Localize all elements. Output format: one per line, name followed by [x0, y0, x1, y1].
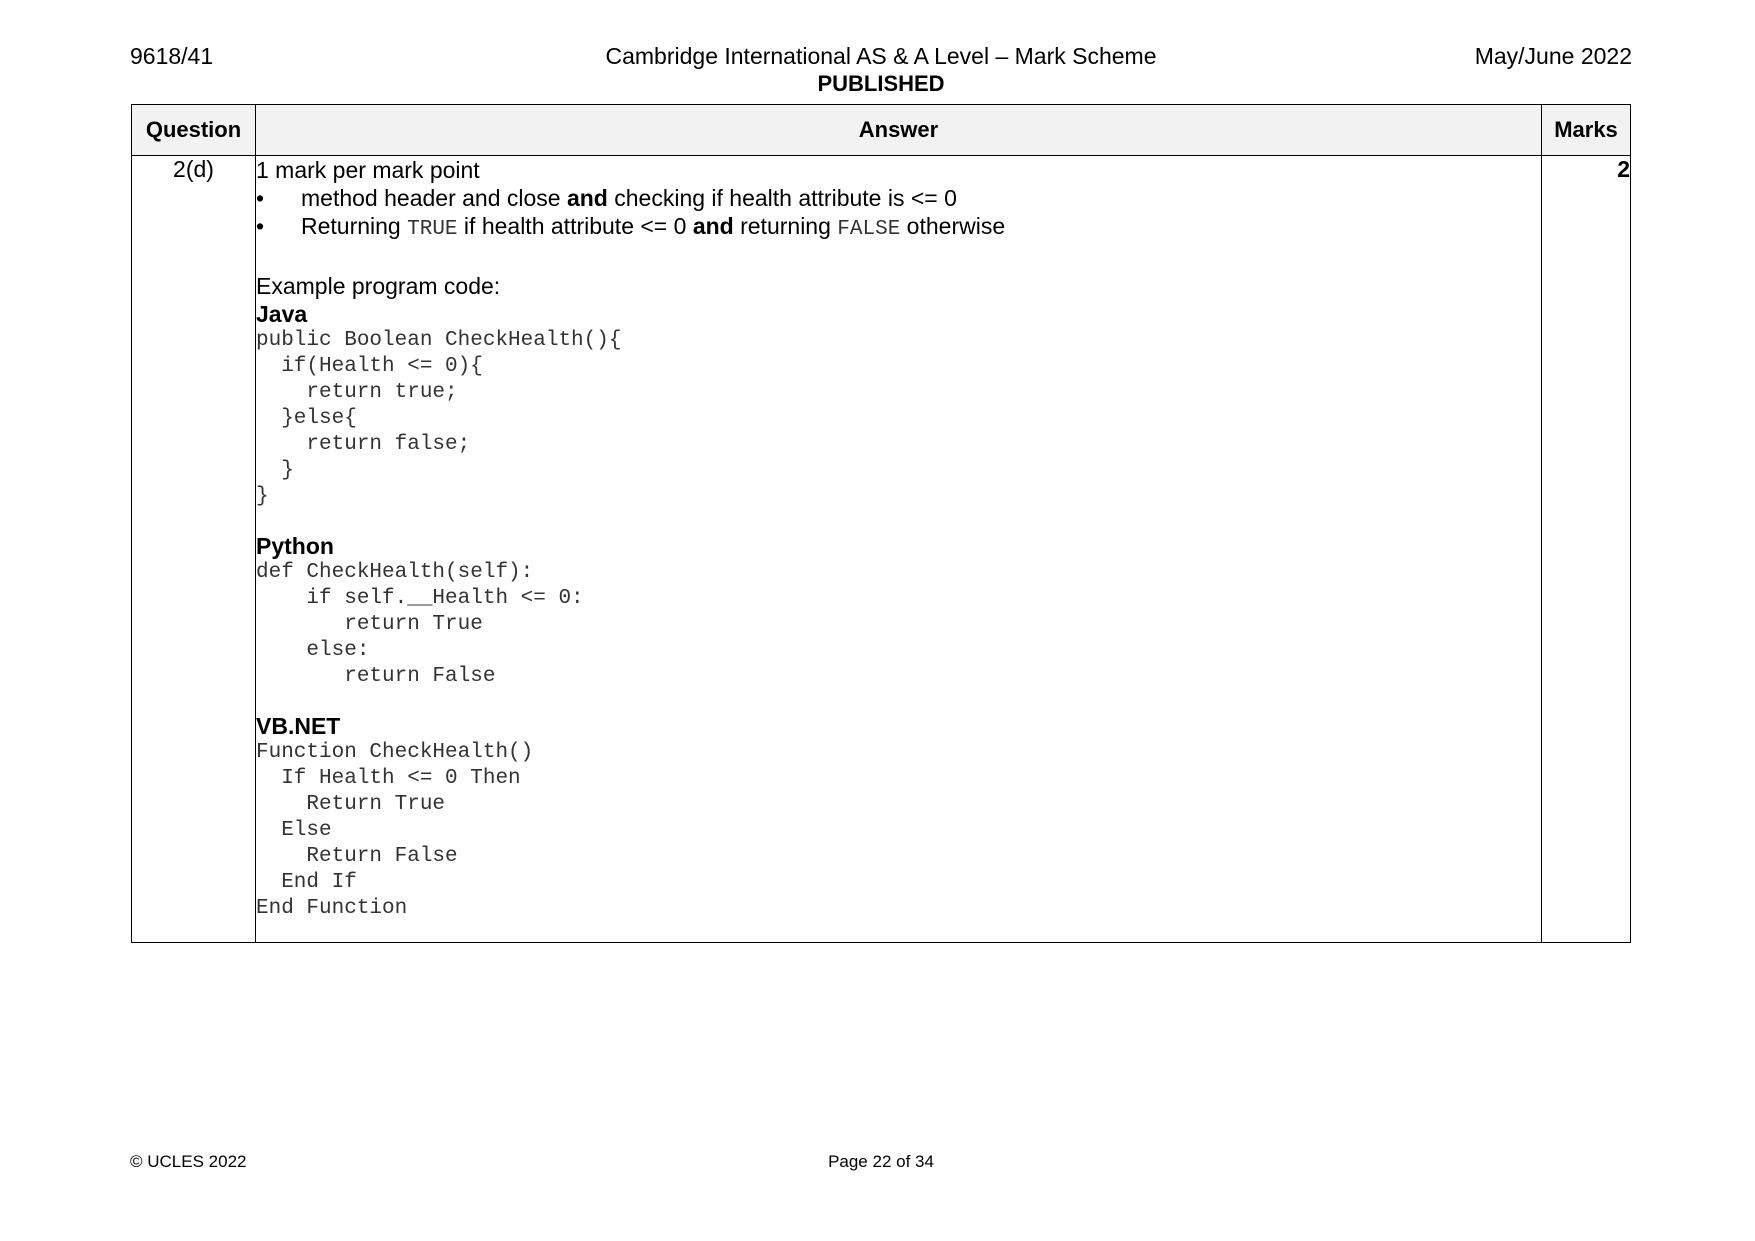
question-header: Question — [132, 105, 256, 156]
mark-point-1 — [256, 184, 1541, 212]
exam-session: May/June 2022 — [1474, 43, 1632, 69]
table-header-row — [132, 105, 1631, 156]
answer-header: Answer — [256, 105, 1542, 156]
page-number: Page 22 of 34 — [828, 1152, 934, 1171]
python-label: Python — [256, 533, 334, 559]
mark-intro: 1 mark per mark point — [256, 157, 480, 183]
mark-point-1-text: method header and close and checking if health attribute is <= 0 — [301, 185, 957, 211]
mark-point-2 — [256, 212, 1541, 244]
python-code: def CheckHealth(self): if self.__Health <= 0: return True else: return False — [256, 561, 584, 688]
bullet-icon: • — [256, 185, 265, 211]
mark-scheme-table — [131, 104, 1631, 943]
marks-header: Marks — [1542, 105, 1631, 156]
java-code: public Boolean CheckHealth(){ if(Health <= 0){ return true; }else{ return false; } } — [256, 329, 622, 508]
table-row — [132, 156, 1631, 943]
copyright: © UCLES 2022 — [130, 1152, 247, 1171]
java-label: Java — [256, 301, 308, 327]
mark-point-2-text: Returning TRUE if health attribute <= 0 and returning FALSE otherwise — [301, 213, 1006, 241]
vbnet-label: VB.NET — [256, 713, 341, 739]
marks-value: 2 — [1542, 156, 1631, 943]
answer-cell — [256, 156, 1542, 943]
bullet-icon: • — [256, 213, 265, 239]
question-number: 2(d) — [132, 156, 256, 943]
paper-code: 9618/41 — [130, 43, 214, 69]
title-text: Cambridge International AS & A Level – Mark Scheme — [605, 43, 1157, 69]
published-label: PUBLISHED — [817, 71, 945, 96]
vbnet-code: Function CheckHealth() If Health <= 0 Then Return True Else Return False End If End Function — [256, 741, 534, 920]
example-label: Example program code: — [256, 273, 501, 299]
